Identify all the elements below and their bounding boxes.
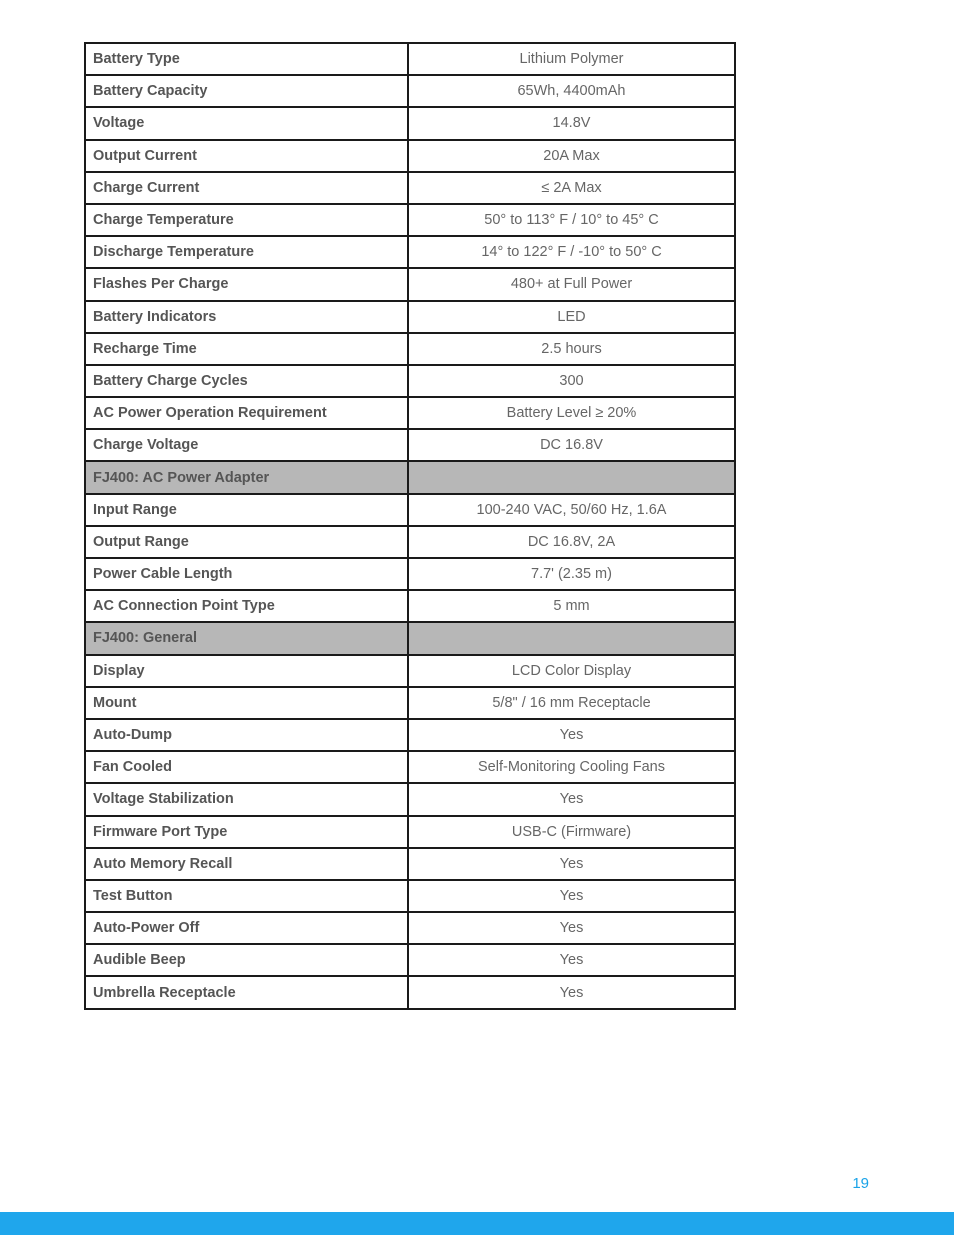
- section-header-row: [85, 622, 735, 654]
- spec-row: [85, 365, 735, 397]
- spec-row: [85, 107, 735, 139]
- spec-label: AC Power Operation Requirement: [85, 397, 408, 429]
- spec-label: Battery Charge Cycles: [85, 365, 408, 397]
- spec-label: Charge Current: [85, 172, 408, 204]
- spec-row: [85, 976, 735, 1008]
- spec-label: Battery Indicators: [85, 301, 408, 333]
- section-header-row: [85, 461, 735, 493]
- spec-row: [85, 494, 735, 526]
- spec-value: 65Wh, 4400mAh: [408, 75, 735, 107]
- spec-value: 14° to 122° F / -10° to 50° C: [408, 236, 735, 268]
- spec-label: Test Button: [85, 880, 408, 912]
- spec-value: Yes: [408, 976, 735, 1008]
- spec-value: Yes: [408, 912, 735, 944]
- spec-value: Battery Level ≥ 20%: [408, 397, 735, 429]
- spec-value: 5 mm: [408, 590, 735, 622]
- spec-value: 50° to 113° F / 10° to 45° C: [408, 204, 735, 236]
- page-number: 19: [852, 1175, 869, 1192]
- spec-row: [85, 590, 735, 622]
- spec-value: Yes: [408, 783, 735, 815]
- spec-row: [85, 204, 735, 236]
- spec-row: [85, 719, 735, 751]
- spec-label: Umbrella Receptacle: [85, 976, 408, 1008]
- spec-label: Voltage Stabilization: [85, 783, 408, 815]
- spec-label: Output Range: [85, 526, 408, 558]
- spec-row: [85, 301, 735, 333]
- spec-row: [85, 397, 735, 429]
- section-empty-cell: [408, 622, 735, 654]
- spec-value: 300: [408, 365, 735, 397]
- spec-label: Auto-Power Off: [85, 912, 408, 944]
- spec-row: [85, 912, 735, 944]
- spec-row: [85, 655, 735, 687]
- spec-value: 2.5 hours: [408, 333, 735, 365]
- spec-value: Lithium Polymer: [408, 43, 735, 75]
- spec-value: LED: [408, 301, 735, 333]
- spec-value: 14.8V: [408, 107, 735, 139]
- spec-row: [85, 526, 735, 558]
- spec-label: Display: [85, 655, 408, 687]
- spec-label: AC Connection Point Type: [85, 590, 408, 622]
- footer-bar: [0, 1212, 954, 1235]
- spec-label: Charge Voltage: [85, 429, 408, 461]
- spec-row: [85, 848, 735, 880]
- specifications-table-body: [85, 43, 735, 1009]
- spec-value: USB-C (Firmware): [408, 816, 735, 848]
- spec-row: [85, 236, 735, 268]
- spec-label: Voltage: [85, 107, 408, 139]
- spec-label: Power Cable Length: [85, 558, 408, 590]
- spec-row: [85, 43, 735, 75]
- spec-value: LCD Color Display: [408, 655, 735, 687]
- spec-row: [85, 140, 735, 172]
- spec-value: DC 16.8V, 2A: [408, 526, 735, 558]
- spec-label: Input Range: [85, 494, 408, 526]
- spec-label: Fan Cooled: [85, 751, 408, 783]
- spec-value: 7.7' (2.35 m): [408, 558, 735, 590]
- spec-value: DC 16.8V: [408, 429, 735, 461]
- spec-label: Auto-Dump: [85, 719, 408, 751]
- spec-value: Self-Monitoring Cooling Fans: [408, 751, 735, 783]
- spec-row: [85, 268, 735, 300]
- spec-row: [85, 880, 735, 912]
- spec-value: ≤ 2A Max: [408, 172, 735, 204]
- spec-label: Battery Capacity: [85, 75, 408, 107]
- spec-label: Charge Temperature: [85, 204, 408, 236]
- spec-value: 100-240 VAC, 50/60 Hz, 1.6A: [408, 494, 735, 526]
- spec-label: Auto Memory Recall: [85, 848, 408, 880]
- spec-label: Output Current: [85, 140, 408, 172]
- section-title: FJ400: General: [85, 622, 408, 654]
- spec-row: [85, 75, 735, 107]
- spec-row: [85, 783, 735, 815]
- spec-label: Discharge Temperature: [85, 236, 408, 268]
- spec-label: Audible Beep: [85, 944, 408, 976]
- spec-value: 5/8" / 16 mm Receptacle: [408, 687, 735, 719]
- spec-row: [85, 429, 735, 461]
- spec-label: Recharge Time: [85, 333, 408, 365]
- spec-value: 20A Max: [408, 140, 735, 172]
- section-title: FJ400: AC Power Adapter: [85, 461, 408, 493]
- spec-row: [85, 333, 735, 365]
- spec-row: [85, 687, 735, 719]
- spec-row: [85, 751, 735, 783]
- spec-label: Battery Type: [85, 43, 408, 75]
- spec-value: 480+ at Full Power: [408, 268, 735, 300]
- spec-value: Yes: [408, 944, 735, 976]
- spec-label: Mount: [85, 687, 408, 719]
- spec-value: Yes: [408, 880, 735, 912]
- spec-row: [85, 944, 735, 976]
- section-empty-cell: [408, 461, 735, 493]
- spec-value: Yes: [408, 719, 735, 751]
- spec-label: Flashes Per Charge: [85, 268, 408, 300]
- spec-row: [85, 816, 735, 848]
- spec-row: [85, 558, 735, 590]
- specifications-table: [84, 42, 736, 1010]
- spec-label: Firmware Port Type: [85, 816, 408, 848]
- spec-row: [85, 172, 735, 204]
- spec-value: Yes: [408, 848, 735, 880]
